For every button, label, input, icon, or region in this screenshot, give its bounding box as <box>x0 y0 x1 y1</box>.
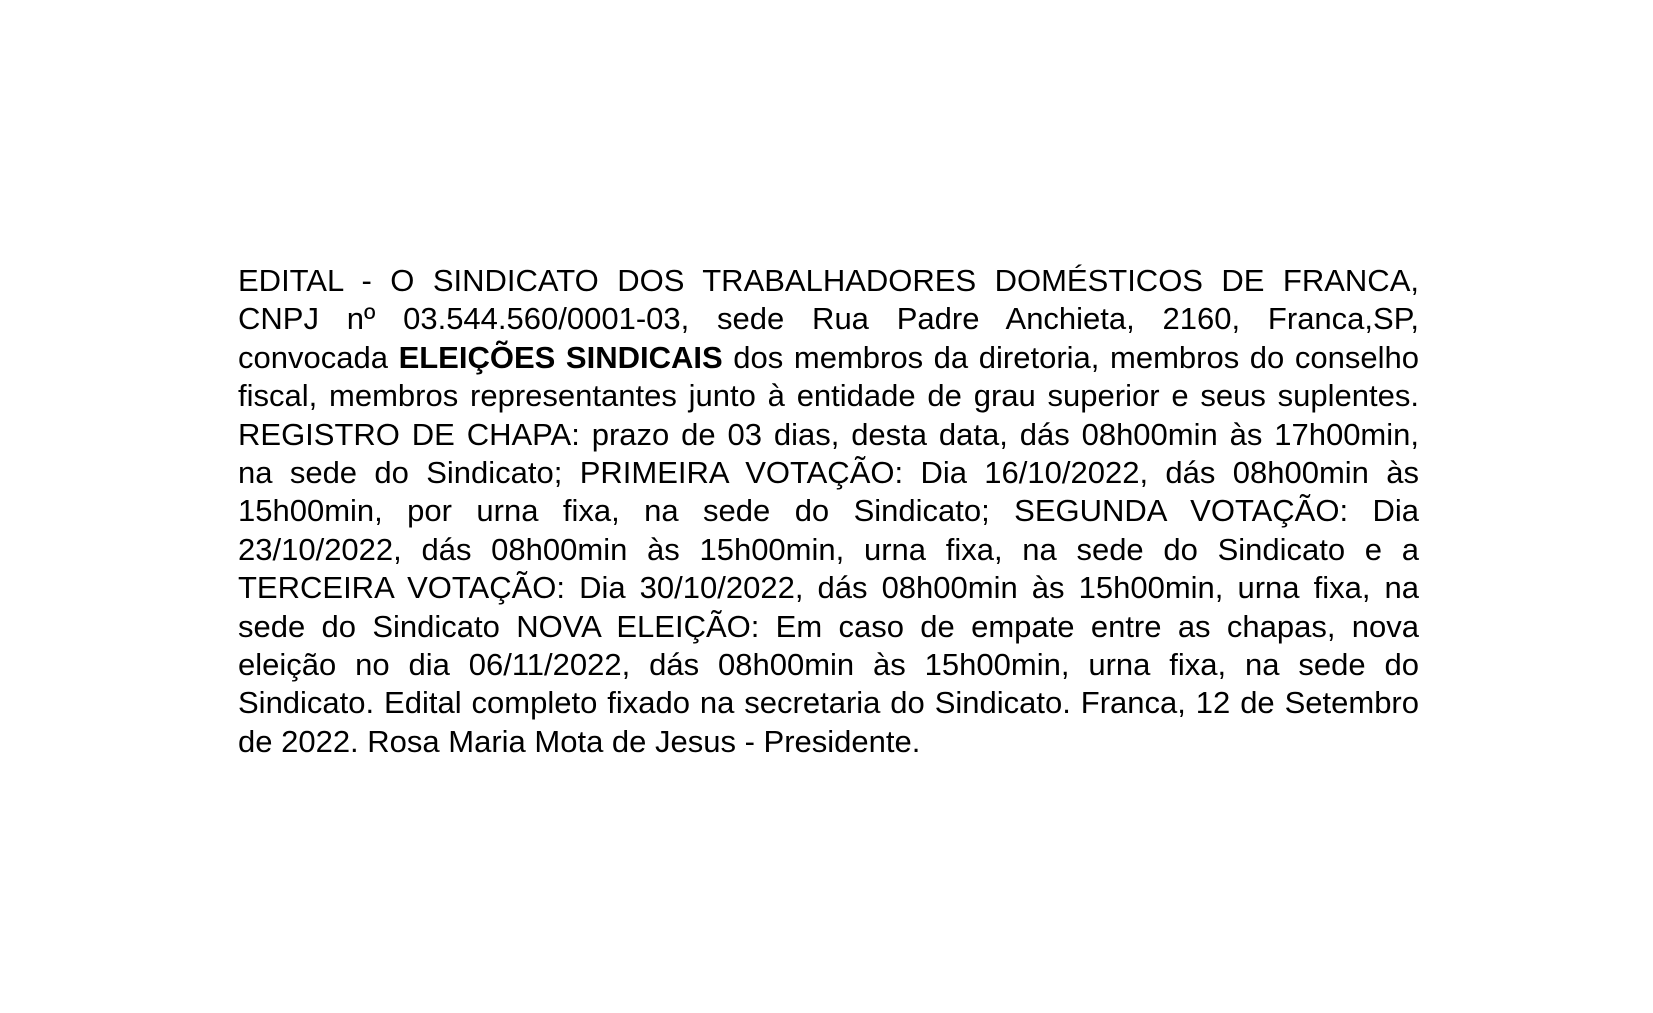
edital-notice-paragraph <box>238 262 1419 761</box>
notice-text-body: dos membros da diretoria, membros do conselho fiscal, membros representantes junto à entidade de grau superior e seus suplentes. REGISTRO DE CHAPA: prazo de 03 dias, desta data, dás 08h00min às 17h00min, na sede do Sindicato; PRIMEIRA VOTAÇÃO: Dia 16/10/2022, dás 08h00min às 15h00min, por urna fixa, na sede do Sindicato; SEGUNDA VOTAÇÃO: Dia 23/10/2022, dás 08h00min às 15h00min, urna fixa, na sede do Sindicato e a TERCEIRA VOTAÇÃO: Dia 30/10/2022, dás 08h00min às 15h00min, urna fixa, na sede do Sindicato NOVA ELEIÇÃO: Em caso de empate entre as chapas, nova eleição no dia 06/11/2022, dás 08h00min às 15h00min, urna fixa, na sede do Sindicato. Edital completo fixado na secretaria do Sindicato. Franca, 12 de Setembro de 2022. Rosa Maria Mota de Jesus - Presidente. <box>238 339 1419 759</box>
notice-text-intro: EDITAL - O SINDICATO DOS TRABALHADORES DOMÉSTICOS DE FRANCA, CNPJ nº 03.544.560/0001-03, sede Rua Padre Anchieta, 2160, Franca,SP, convocada <box>238 263 1419 375</box>
notice-bold-heading: ELEIÇÕES SINDICAIS <box>398 339 723 375</box>
